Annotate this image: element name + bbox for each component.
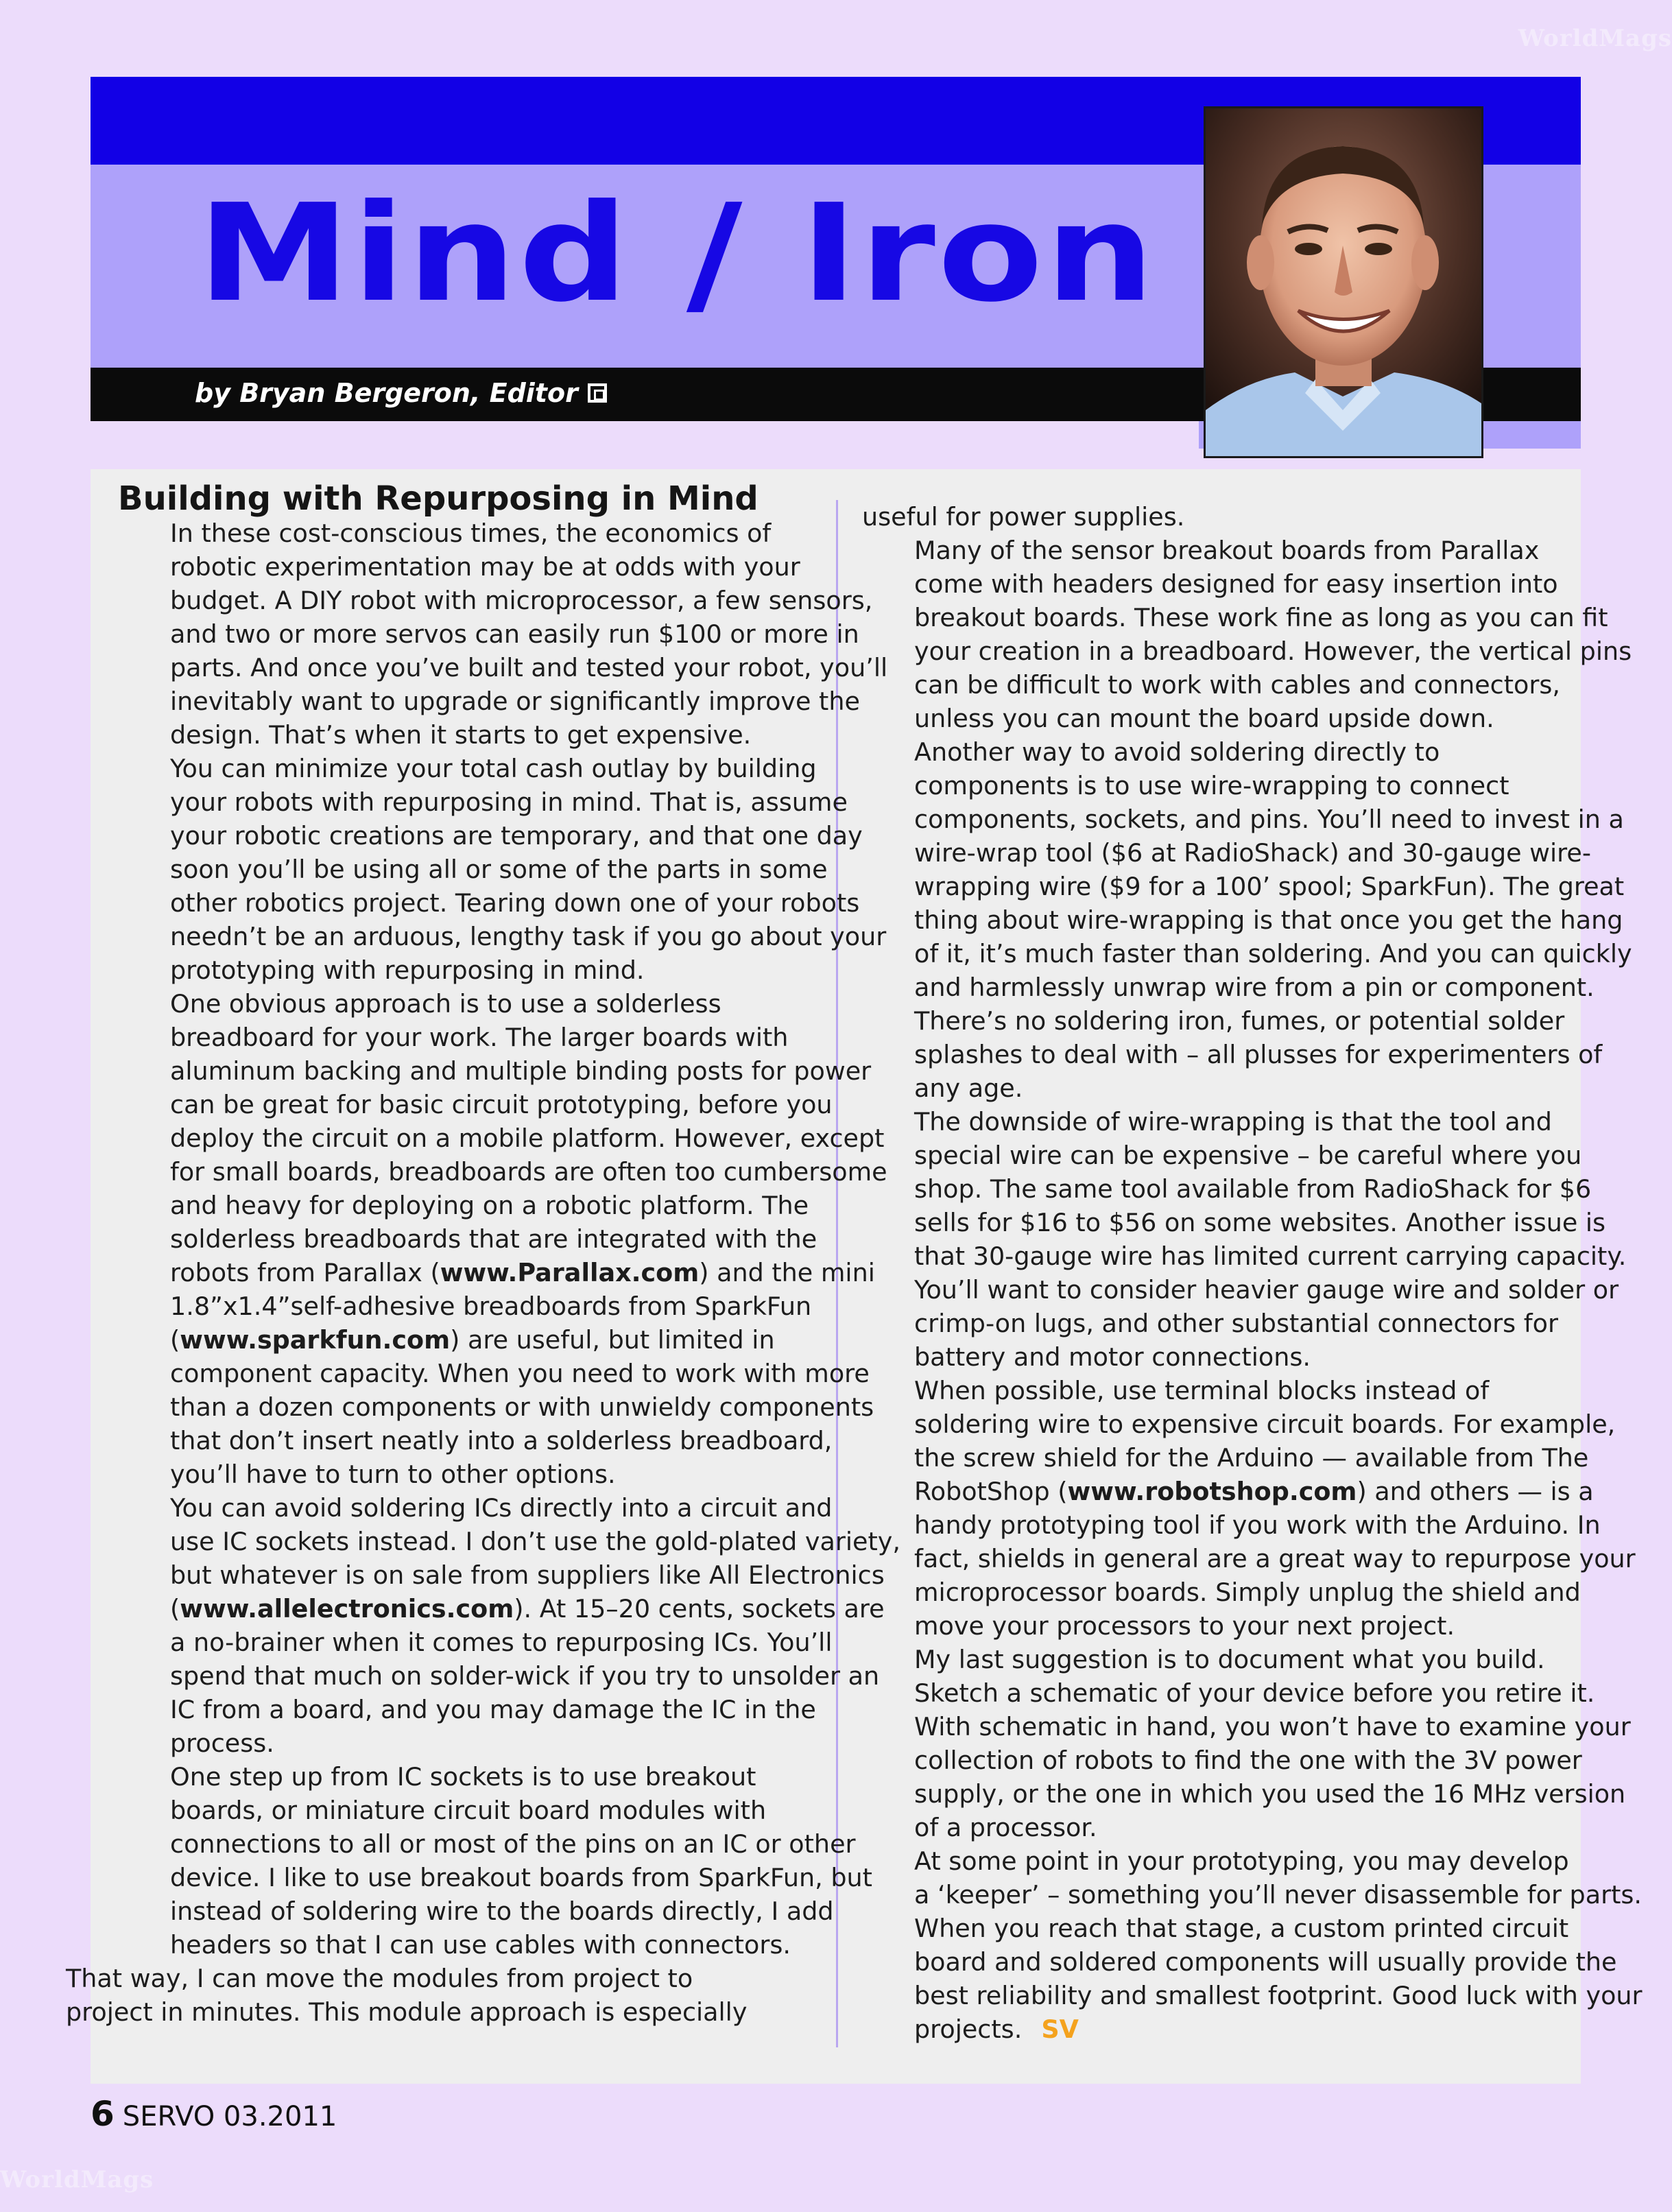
text-line: useful for power supplies. xyxy=(862,502,1185,532)
text-run: ). At 15–20 cents, sockets are xyxy=(514,1594,885,1624)
text-line: soon you’ll be using all or some of the parts in some xyxy=(170,855,828,884)
text-line: breadboard for your work. The larger boards with xyxy=(170,1023,789,1052)
text-line: solderless breadboards that are integrated with the xyxy=(170,1224,817,1254)
sparkfun-url-link[interactable]: www.sparkfun.com xyxy=(180,1325,451,1355)
text-line: soldering wire to expensive circuit boards. For example, xyxy=(914,1410,1616,1439)
text-line: the screw shield for the Arduino — available from The xyxy=(914,1443,1589,1473)
text-line: deploy the circuit on a mobile platform. However, except xyxy=(170,1123,885,1153)
byline-text: by Bryan Bergeron, Editor xyxy=(195,378,578,408)
text-line: When you reach that stage, a custom printed circuit xyxy=(914,1914,1569,1943)
text-line: but whatever is on sale from suppliers like All Electronics xyxy=(170,1560,885,1590)
text-line: your robots with repurposing in mind. That is, assume xyxy=(170,787,848,817)
text-line: You can minimize your total cash outlay by building xyxy=(170,754,817,783)
text-line: IC from a board, and you may damage the IC in the xyxy=(170,1695,816,1724)
text-line: needn’t be an arduous, lengthy task if you go about your xyxy=(170,922,887,951)
text-line: collection of robots to find the one with the 3V power xyxy=(914,1746,1582,1775)
square-bullet-icon xyxy=(588,383,607,403)
text-line: move your processors to your next project. xyxy=(914,1611,1455,1641)
article-column-right xyxy=(862,500,1643,2046)
text-line: Many of the sensor breakout boards from Parallax xyxy=(914,536,1540,565)
text-line: The downside of wire-wrapping is that the tool and xyxy=(914,1107,1552,1137)
text-line: design. That’s when it starts to get expensive. xyxy=(170,720,752,750)
text-line: microprocessor boards. Simply unplug the shield and xyxy=(914,1578,1581,1607)
text-line: One obvious approach is to use a solderless xyxy=(170,989,721,1019)
text-line: aluminum backing and multiple binding posts for power xyxy=(170,1056,872,1086)
text-line: than a dozen components or with unwieldy components xyxy=(170,1392,874,1422)
text-line: wire-wrap tool ($6 at RadioShack) and 30-gauge wire- xyxy=(914,838,1591,868)
text-line: instead of soldering wire to the boards directly, I add xyxy=(170,1896,834,1926)
text-line: budget. A DIY robot with microprocessor, a few sensors, xyxy=(170,586,873,615)
text-line: breakout boards. These work fine as long as you can fit xyxy=(914,603,1608,632)
text-line: prototyping with repurposing in mind. xyxy=(170,955,645,985)
text-line: device. I like to use breakout boards from SparkFun, but xyxy=(170,1863,872,1892)
text-line: special wire can be expensive – be careful where you xyxy=(914,1141,1582,1170)
text-line: project in minutes. This module approach is especially xyxy=(66,1997,748,2027)
text-line: Another way to avoid soldering directly to xyxy=(914,737,1440,767)
paragraph xyxy=(862,735,1632,1105)
text-line: You can avoid soldering ICs directly into a circuit and xyxy=(170,1493,833,1523)
text-line: come with headers designed for easy insertion into xyxy=(914,569,1558,599)
text-line: supply, or the one in which you used the 16 MHz version xyxy=(914,1779,1626,1809)
text-line: any age. xyxy=(914,1073,1023,1103)
text-line: wrapping wire ($9 for a 100’ spool; SparkFun). The great xyxy=(914,872,1625,901)
text-line: your creation in a breadboard. However, the vertical pins xyxy=(914,637,1632,666)
text-run: ) and others — is a xyxy=(1357,1477,1594,1506)
text-line: robotic experimentation may be at odds with your xyxy=(170,552,800,582)
text-line: for small boards, breadboards are often too cumbersome xyxy=(170,1157,887,1187)
text-line: a ‘keeper’ – something you’ll never disassemble for parts. xyxy=(914,1880,1643,1910)
paragraph xyxy=(862,1105,1627,1374)
text-line: thing about wire-wrapping is that once you get the hang xyxy=(914,905,1623,935)
page-folio xyxy=(91,2095,337,2136)
allelectronics-url-link[interactable]: www.allelectronics.com xyxy=(180,1594,514,1624)
text-line: splashes to deal with – all plusses for experimenters of xyxy=(914,1040,1603,1069)
text-line: process. xyxy=(170,1728,274,1758)
text-run: ) are useful, but limited in xyxy=(450,1325,775,1355)
text-run: projects. xyxy=(914,2014,1023,2044)
text-line: of it, it’s much faster than soldering. And you can quickly xyxy=(914,939,1632,968)
text-line xyxy=(118,1256,875,1289)
text-line: That way, I can move the modules from project to xyxy=(66,1964,693,1993)
text-line: When possible, use terminal blocks instead of xyxy=(914,1376,1490,1405)
author-photo xyxy=(1204,106,1483,458)
text-line: Sketch a schematic of your device before you retire it. xyxy=(914,1678,1595,1708)
text-run: ( xyxy=(170,1594,180,1624)
text-line: spend that much on solder-wick if you try to unsolder an xyxy=(170,1661,880,1691)
paragraph xyxy=(862,1374,1636,1643)
text-line: There’s no soldering iron, fumes, or potential solder xyxy=(914,1006,1565,1036)
text-line: of a processor. xyxy=(914,1813,1097,1842)
text-line: At some point in your prototyping, you may develop xyxy=(914,1846,1569,1876)
article-heading: Building with Repurposing in Mind xyxy=(118,479,759,518)
text-line: other robotics project. Tearing down one of your robots xyxy=(170,888,860,918)
watermark-bottom: WorldMags xyxy=(0,2166,154,2193)
text-line: board and soldered components will usually provide the xyxy=(914,1947,1617,1977)
text-line: parts. And once you’ve built and tested your robot, you’ll xyxy=(170,653,888,682)
text-line: handy prototyping tool if you work with the Arduino. In xyxy=(914,1510,1601,1540)
text-line: My last suggestion is to document what you build. xyxy=(914,1645,1545,1674)
text-line: use IC sockets instead. I don’t use the gold-plated variety, xyxy=(170,1527,901,1556)
end-mark: SV xyxy=(1041,2014,1079,2044)
text-line: With schematic in hand, you won’t have to examine your xyxy=(914,1712,1631,1741)
text-line: inevitably want to upgrade or significantly improve the xyxy=(170,687,860,716)
text-line: components, sockets, and pins. You’ll need to invest in a xyxy=(914,805,1624,834)
text-line: component capacity. When you need to work with more xyxy=(170,1359,870,1388)
text-line: and two or more servos can easily run $100 or more in xyxy=(170,619,859,649)
robotshop-url-link[interactable]: www.robotshop.com xyxy=(1067,1477,1357,1506)
text-line: can be great for basic circuit prototyping, before you xyxy=(170,1090,833,1119)
text-line xyxy=(118,1592,885,1626)
article-column-left xyxy=(66,516,901,2029)
paragraph xyxy=(862,1643,1631,1844)
text-line: a no-brainer when it comes to repurposing ICs. You’ll xyxy=(170,1628,833,1657)
text-line: fact, shields in general are a great way to repurpose your xyxy=(914,1544,1636,1573)
text-line: components is to use wire-wrapping to connect xyxy=(914,771,1509,800)
text-line: In these cost-conscious times, the economics of xyxy=(170,519,772,548)
text-line xyxy=(118,1323,811,1357)
text-run: robots from Parallax ( xyxy=(170,1258,440,1287)
issue-label: SERVO 03.2011 xyxy=(122,2101,337,2132)
text-line: shop. The same tool available from RadioShack for $6 xyxy=(914,1174,1592,1204)
text-line: battery and motor connections. xyxy=(914,1342,1311,1372)
paragraph xyxy=(66,1760,872,2029)
text-line: that don’t insert neatly into a solderless breadboard, xyxy=(170,1426,833,1455)
text-line: One step up from IC sockets is to use breakout xyxy=(170,1762,756,1792)
text-run: ) and the mini xyxy=(699,1258,875,1287)
text-line: headers so that I can use cables with connectors. xyxy=(170,1930,791,1960)
text-line: and heavy for deploying on a robotic platform. The xyxy=(170,1191,809,1220)
text-line: sells for $16 to $56 on some websites. Another issue is xyxy=(914,1208,1606,1237)
paragraph xyxy=(118,1491,901,1760)
byline xyxy=(195,378,607,408)
parallax-url-link[interactable]: www.Parallax.com xyxy=(440,1258,700,1287)
page-number: 6 xyxy=(91,2094,115,2134)
column-title: Mind / Iron xyxy=(198,176,1157,332)
text-line: You’ll want to consider heavier gauge wire and solder or xyxy=(914,1275,1619,1305)
text-line: connections to all or most of the pins on an IC or other xyxy=(170,1829,856,1859)
text-line: boards, or miniature circuit board modules with xyxy=(170,1796,767,1825)
text-line: can be difficult to work with cables and connectors, xyxy=(914,670,1561,700)
paragraph xyxy=(118,516,888,752)
text-line: your robotic creations are temporary, and that one day xyxy=(170,821,863,851)
watermark-top: WorldMags xyxy=(1518,25,1672,52)
paragraph xyxy=(118,752,887,987)
author-portrait-image xyxy=(1206,108,1481,456)
paragraph xyxy=(862,1844,1643,2046)
text-line xyxy=(862,2012,1555,2046)
text-line xyxy=(862,1475,1594,1508)
paragraph xyxy=(862,500,1555,534)
text-line: unless you can mount the board upside down. xyxy=(914,704,1494,733)
text-run: ( xyxy=(170,1325,180,1355)
paragraph xyxy=(862,534,1632,735)
text-line: 1.8”x1.4”self-adhesive breadboards from SparkFun xyxy=(170,1292,812,1321)
text-line: that 30-gauge wire has limited current carrying capacity. xyxy=(914,1241,1627,1271)
text-line: best reliability and smallest footprint. Good luck with your xyxy=(914,1981,1643,2010)
text-line: and harmlessly unwrap wire from a pin or component. xyxy=(914,973,1595,1002)
text-line: crimp-on lugs, and other substantial connectors for xyxy=(914,1309,1558,1338)
text-run: RobotShop ( xyxy=(914,1477,1068,1506)
text-line: you’ll have to turn to other options. xyxy=(170,1460,616,1489)
paragraph xyxy=(118,987,887,1491)
